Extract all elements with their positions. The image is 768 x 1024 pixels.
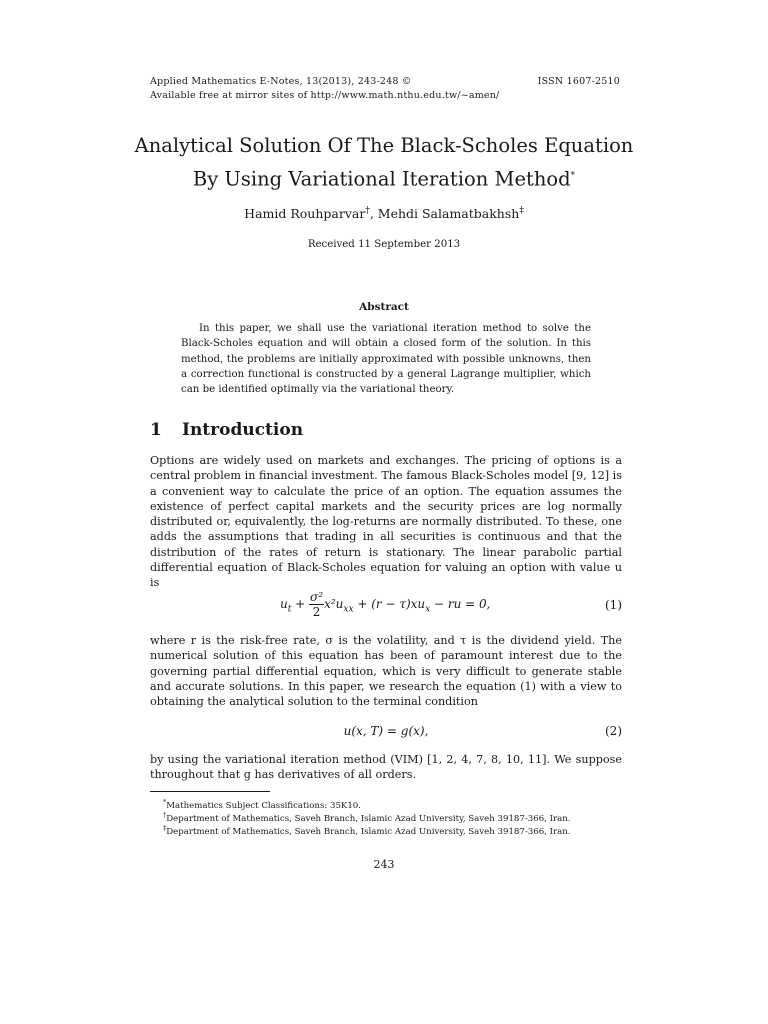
intro-paragraph-1: Options are widely used on markets and exchanges. The pricing of options is a central problem in financial investment. The famous Black-Scholes model [9, 12] is a convenient way to calculate the price of an option. The equation assumes the existence of perfect capital markets and the security prices are log normally distributed or, equivalently, the log-returns are normally distributed. To these, one adds the assumptions that trading in all securities is continuous and that the distribution of the rates of return is stationary. The linear parabolic partial differential equation of Black-Scholes equation for valuing an option with value u is bbox=[150, 454, 622, 590]
sigma-fraction: $\frac{\text{σ²}}{2}$ bbox=[310, 590, 324, 619]
footnote-2: †Department of Mathematics, Saveh Branch, Islamic Azad University, Saveh 39187-366, Iran. bbox=[163, 811, 571, 824]
equation-1-body: $u_t$ + $\frac{\text{σ²}}{2}$ $x^2u_{xx} + (r - \tau)xu_x$ − ru = 0, bbox=[280, 590, 491, 619]
equation-2-body: u(x, T) = g(x), bbox=[343, 724, 429, 738]
author-2: Mehdi Salamatbakhsh bbox=[377, 206, 520, 222]
section-title: Introduction bbox=[182, 420, 304, 440]
abstract-text: In this paper, we shall use the variational iteration method to solve the Black-Scholes equation and will obtain a closed form of the solution. In this method, the problems are initially approximated with possible unknowns, then a correction functional is constructed by a general Lagrange multiplier, which can be identified optimally via the variational theory. bbox=[181, 323, 591, 396]
section-heading bbox=[150, 420, 303, 440]
page-number: 243 bbox=[373, 858, 395, 871]
equation-1-number: (1) bbox=[605, 598, 622, 612]
authors: Hamid Rouhparvar†, Mehdi Salamatbakhsh‡ bbox=[244, 206, 524, 222]
paper-title-line-1: Analytical Solution Of The Black-Scholes Equation bbox=[134, 134, 634, 157]
received-date: Received 11 September 2013 bbox=[307, 239, 461, 250]
section-number: 1 bbox=[150, 420, 162, 440]
footnote-3: ‡Department of Mathematics, Saveh Branch, Islamic Azad University, Saveh 39187-366, Iran. bbox=[163, 824, 571, 837]
equation-1 bbox=[150, 590, 622, 626]
journal-citation: Applied Mathematics E-Notes, 13(2013), 243-248 © bbox=[150, 76, 412, 87]
availability-line: Available free at mirror sites of http://www.math.nthu.edu.tw/~amen/ bbox=[150, 90, 500, 101]
issn: ISSN 1607-2510 bbox=[537, 76, 620, 87]
paper-title-line-2: By Using Variational Iteration Method* bbox=[192, 167, 576, 191]
equation-2-number: (2) bbox=[605, 724, 622, 738]
author-1-mark: † bbox=[365, 206, 370, 216]
footnote-rule bbox=[150, 791, 270, 792]
author-2-mark: ‡ bbox=[519, 206, 524, 216]
abstract-heading: Abstract bbox=[359, 301, 409, 313]
footnote-1: *Mathematics Subject Classifications: 35K10. bbox=[163, 798, 362, 811]
equation-2 bbox=[150, 724, 622, 742]
intro-paragraph-2: where r is the risk-free rate, σ is the volatility, and τ is the dividend yield. The numerical solution of this equation has been of paramount interest due to the governing partial differential equation, which is very difficult to generate stable and accurate solutions. In this paper, we research the equation (1) with a view to obtaining the analytical solution to the terminal condition bbox=[150, 634, 622, 709]
intro-paragraph-3: by using the variational iteration method (VIM) [1, 2, 4, 7, 8, 10, 11]. We suppose throughout that g has derivatives of all orders. bbox=[150, 753, 622, 782]
author-1: Hamid Rouhparvar bbox=[244, 206, 366, 222]
title-footnote-mark: * bbox=[570, 171, 576, 181]
